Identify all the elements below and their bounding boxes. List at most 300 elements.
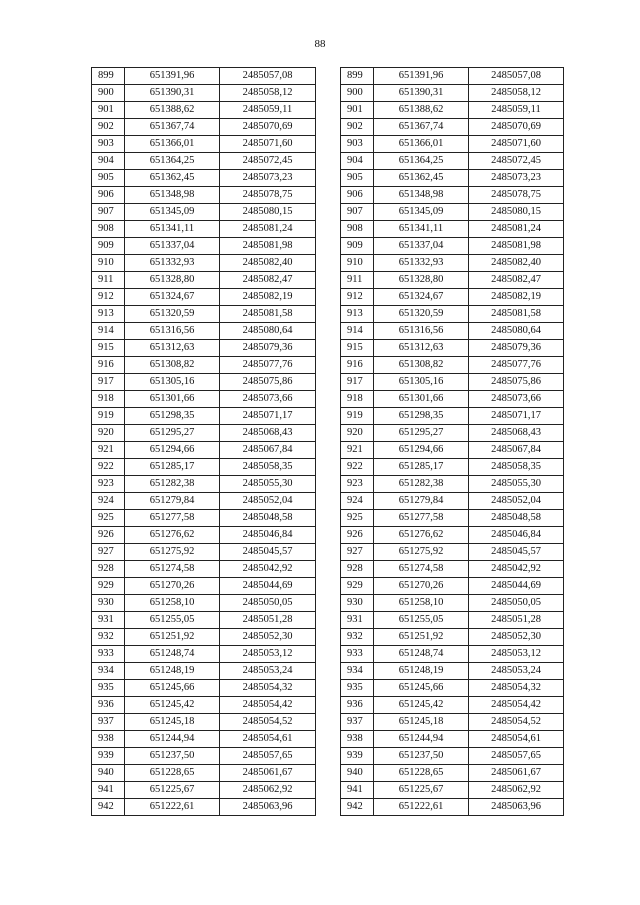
x-coordinate-cell: 651244,94 [374,731,469,748]
x-coordinate-cell: 651279,84 [374,493,469,510]
x-coordinate-cell: 651390,31 [374,85,469,102]
point-number-cell: 912 [341,289,374,306]
x-coordinate-cell: 651294,66 [125,442,220,459]
y-coordinate-cell: 2485044,69 [220,578,316,595]
y-coordinate-cell: 2485081,24 [220,221,316,238]
point-number-cell: 902 [341,119,374,136]
table-row [341,357,564,374]
x-coordinate-cell: 651245,66 [125,680,220,697]
table-row [92,595,316,612]
y-coordinate-cell: 2485070,69 [469,119,564,136]
point-number-cell: 906 [92,187,125,204]
table-row [92,204,316,221]
table-row [92,119,316,136]
table-row [341,544,564,561]
x-coordinate-cell: 651255,05 [374,612,469,629]
y-coordinate-cell: 2485058,35 [220,459,316,476]
point-number-cell: 920 [341,425,374,442]
y-coordinate-cell: 2485079,36 [220,340,316,357]
table-row [341,255,564,272]
x-coordinate-cell: 651285,17 [374,459,469,476]
x-coordinate-cell: 651308,82 [125,357,220,374]
x-coordinate-cell: 651282,38 [125,476,220,493]
x-coordinate-cell: 651245,66 [374,680,469,697]
point-number-cell: 937 [341,714,374,731]
table-row [92,170,316,187]
y-coordinate-cell: 2485080,15 [220,204,316,221]
x-coordinate-cell: 651245,42 [374,697,469,714]
y-coordinate-cell: 2485054,42 [220,697,316,714]
x-coordinate-cell: 651228,65 [374,765,469,782]
point-number-cell: 908 [341,221,374,238]
point-number-cell: 910 [341,255,374,272]
point-number-cell: 929 [92,578,125,595]
point-number-cell: 901 [92,102,125,119]
y-coordinate-cell: 2485053,12 [220,646,316,663]
table-row [92,765,316,782]
table-row [92,357,316,374]
point-number-cell: 921 [341,442,374,459]
y-coordinate-cell: 2485081,58 [220,306,316,323]
x-coordinate-cell: 651245,42 [125,697,220,714]
table-row [92,527,316,544]
table-row [92,544,316,561]
x-coordinate-cell: 651367,74 [374,119,469,136]
table-row [92,391,316,408]
table-row [341,714,564,731]
point-number-cell: 912 [92,289,125,306]
point-number-cell: 899 [92,68,125,85]
point-number-cell: 933 [341,646,374,663]
y-coordinate-cell: 2485057,65 [220,748,316,765]
point-number-cell: 902 [92,119,125,136]
table-row [341,612,564,629]
x-coordinate-cell: 651225,67 [125,782,220,799]
point-number-cell: 934 [92,663,125,680]
point-number-cell: 905 [92,170,125,187]
x-coordinate-cell: 651248,74 [374,646,469,663]
x-coordinate-cell: 651364,25 [374,153,469,170]
table-row [341,340,564,357]
y-coordinate-cell: 2485071,17 [220,408,316,425]
point-number-cell: 917 [92,374,125,391]
y-coordinate-cell: 2485068,43 [220,425,316,442]
table-row [341,799,564,816]
point-number-cell: 903 [92,136,125,153]
x-coordinate-cell: 651222,61 [125,799,220,816]
point-number-cell: 931 [341,612,374,629]
x-coordinate-cell: 651298,35 [374,408,469,425]
point-number-cell: 926 [92,527,125,544]
x-coordinate-cell: 651337,04 [374,238,469,255]
point-number-cell: 905 [341,170,374,187]
point-number-cell: 938 [341,731,374,748]
point-number-cell: 916 [341,357,374,374]
y-coordinate-cell: 2485081,58 [469,306,564,323]
y-coordinate-cell: 2485059,11 [469,102,564,119]
x-coordinate-cell: 651274,58 [125,561,220,578]
x-coordinate-cell: 651301,66 [125,391,220,408]
table-row [341,527,564,544]
table-row [341,289,564,306]
y-coordinate-cell: 2485082,19 [469,289,564,306]
point-number-cell: 933 [92,646,125,663]
point-number-cell: 931 [92,612,125,629]
table-row [341,629,564,646]
y-coordinate-cell: 2485052,04 [220,493,316,510]
point-number-cell: 922 [92,459,125,476]
y-coordinate-cell: 2485054,52 [469,714,564,731]
x-coordinate-cell: 651391,96 [125,68,220,85]
point-number-cell: 899 [341,68,374,85]
point-number-cell: 927 [341,544,374,561]
x-coordinate-cell: 651301,66 [374,391,469,408]
point-number-cell: 909 [341,238,374,255]
point-number-cell: 907 [92,204,125,221]
table-row [341,595,564,612]
x-coordinate-cell: 651248,19 [125,663,220,680]
x-coordinate-cell: 651237,50 [125,748,220,765]
table-row [341,272,564,289]
x-coordinate-cell: 651348,98 [125,187,220,204]
y-coordinate-cell: 2485068,43 [469,425,564,442]
point-number-cell: 918 [92,391,125,408]
x-coordinate-cell: 651277,58 [125,510,220,527]
point-number-cell: 934 [341,663,374,680]
point-number-cell: 913 [92,306,125,323]
table-row [341,442,564,459]
x-coordinate-cell: 651305,16 [125,374,220,391]
y-coordinate-cell: 2485050,05 [220,595,316,612]
y-coordinate-cell: 2485057,08 [220,68,316,85]
x-coordinate-cell: 651362,45 [125,170,220,187]
table-row [92,510,316,527]
point-number-cell: 919 [92,408,125,425]
x-coordinate-cell: 651366,01 [125,136,220,153]
y-coordinate-cell: 2485072,45 [220,153,316,170]
table-row [341,221,564,238]
point-number-cell: 901 [341,102,374,119]
point-number-cell: 939 [92,748,125,765]
y-coordinate-cell: 2485046,84 [220,527,316,544]
x-coordinate-cell: 651320,59 [125,306,220,323]
table-row [92,85,316,102]
table-row [92,663,316,680]
table-row [92,731,316,748]
table-row [92,102,316,119]
y-coordinate-cell: 2485048,58 [469,510,564,527]
x-coordinate-cell: 651270,26 [125,578,220,595]
table-row [92,153,316,170]
point-number-cell: 920 [92,425,125,442]
y-coordinate-cell: 2485082,40 [220,255,316,272]
x-coordinate-cell: 651316,56 [374,323,469,340]
x-coordinate-cell: 651294,66 [374,442,469,459]
point-number-cell: 940 [341,765,374,782]
y-coordinate-cell: 2485081,24 [469,221,564,238]
x-coordinate-cell: 651274,58 [374,561,469,578]
table-row [341,697,564,714]
table-row [92,272,316,289]
point-number-cell: 900 [341,85,374,102]
point-number-cell: 942 [341,799,374,816]
point-number-cell: 900 [92,85,125,102]
x-coordinate-cell: 651316,56 [125,323,220,340]
y-coordinate-cell: 2485081,98 [220,238,316,255]
point-number-cell: 937 [92,714,125,731]
point-number-cell: 913 [341,306,374,323]
point-number-cell: 924 [341,493,374,510]
y-coordinate-cell: 2485051,28 [469,612,564,629]
y-coordinate-cell: 2485054,32 [469,680,564,697]
table-row [92,748,316,765]
table-row [341,323,564,340]
table-row [341,391,564,408]
point-number-cell: 921 [92,442,125,459]
x-coordinate-cell: 651391,96 [374,68,469,85]
table-row [341,663,564,680]
y-coordinate-cell: 2485071,60 [469,136,564,153]
y-coordinate-cell: 2485079,36 [469,340,564,357]
y-coordinate-cell: 2485080,64 [469,323,564,340]
table-row [92,799,316,816]
table-row [341,374,564,391]
x-coordinate-cell: 651332,93 [374,255,469,272]
y-coordinate-cell: 2485081,98 [469,238,564,255]
point-number-cell: 927 [92,544,125,561]
y-coordinate-cell: 2485082,19 [220,289,316,306]
y-coordinate-cell: 2485046,84 [469,527,564,544]
y-coordinate-cell: 2485057,65 [469,748,564,765]
table-row [341,646,564,663]
y-coordinate-cell: 2485070,69 [220,119,316,136]
table-row [341,408,564,425]
table-row [92,238,316,255]
y-coordinate-cell: 2485080,64 [220,323,316,340]
coordinates-table-left [91,67,316,816]
table-row [341,204,564,221]
table-row [341,459,564,476]
table-row [341,187,564,204]
table-row [341,680,564,697]
y-coordinate-cell: 2485053,12 [469,646,564,663]
x-coordinate-cell: 651312,63 [125,340,220,357]
y-coordinate-cell: 2485073,66 [469,391,564,408]
y-coordinate-cell: 2485062,92 [220,782,316,799]
y-coordinate-cell: 2485080,15 [469,204,564,221]
y-coordinate-cell: 2485053,24 [220,663,316,680]
y-coordinate-cell: 2485077,76 [220,357,316,374]
x-coordinate-cell: 651341,11 [374,221,469,238]
point-number-cell: 915 [92,340,125,357]
point-number-cell: 924 [92,493,125,510]
y-coordinate-cell: 2485045,57 [220,544,316,561]
x-coordinate-cell: 651251,92 [374,629,469,646]
x-coordinate-cell: 651270,26 [374,578,469,595]
point-number-cell: 928 [341,561,374,578]
y-coordinate-cell: 2485054,61 [220,731,316,748]
coordinates-table-right [340,67,564,816]
point-number-cell: 908 [92,221,125,238]
y-coordinate-cell: 2485052,30 [220,629,316,646]
table-row [92,629,316,646]
point-number-cell: 932 [341,629,374,646]
y-coordinate-cell: 2485058,35 [469,459,564,476]
x-coordinate-cell: 651328,80 [125,272,220,289]
point-number-cell: 914 [341,323,374,340]
x-coordinate-cell: 651275,92 [374,544,469,561]
point-number-cell: 910 [92,255,125,272]
table-row [92,306,316,323]
y-coordinate-cell: 2485082,47 [220,272,316,289]
point-number-cell: 925 [92,510,125,527]
table-row [341,170,564,187]
x-coordinate-cell: 651248,19 [374,663,469,680]
point-number-cell: 941 [92,782,125,799]
y-coordinate-cell: 2485055,30 [469,476,564,493]
table-row [92,782,316,799]
point-number-cell: 915 [341,340,374,357]
x-coordinate-cell: 651295,27 [125,425,220,442]
x-coordinate-cell: 651276,62 [125,527,220,544]
y-coordinate-cell: 2485067,84 [220,442,316,459]
x-coordinate-cell: 651332,93 [125,255,220,272]
table-row [92,459,316,476]
table-row [341,238,564,255]
point-number-cell: 911 [341,272,374,289]
x-coordinate-cell: 651275,92 [125,544,220,561]
point-number-cell: 917 [341,374,374,391]
x-coordinate-cell: 651366,01 [374,136,469,153]
y-coordinate-cell: 2485077,76 [469,357,564,374]
table-row [341,765,564,782]
x-coordinate-cell: 651228,65 [125,765,220,782]
table-row [92,612,316,629]
y-coordinate-cell: 2485042,92 [220,561,316,578]
y-coordinate-cell: 2485072,45 [469,153,564,170]
table-row [92,187,316,204]
point-number-cell: 941 [341,782,374,799]
y-coordinate-cell: 2485042,92 [469,561,564,578]
y-coordinate-cell: 2485073,23 [220,170,316,187]
point-number-cell: 916 [92,357,125,374]
x-coordinate-cell: 651348,98 [374,187,469,204]
point-number-cell: 940 [92,765,125,782]
y-coordinate-cell: 2485054,42 [469,697,564,714]
x-coordinate-cell: 651276,62 [374,527,469,544]
point-number-cell: 926 [341,527,374,544]
point-number-cell: 936 [92,697,125,714]
y-coordinate-cell: 2485050,05 [469,595,564,612]
x-coordinate-cell: 651324,67 [125,289,220,306]
table-row [341,153,564,170]
x-coordinate-cell: 651248,74 [125,646,220,663]
x-coordinate-cell: 651244,94 [125,731,220,748]
point-number-cell: 938 [92,731,125,748]
y-coordinate-cell: 2485071,17 [469,408,564,425]
table-row [92,646,316,663]
x-coordinate-cell: 651362,45 [374,170,469,187]
point-number-cell: 932 [92,629,125,646]
x-coordinate-cell: 651222,61 [374,799,469,816]
table-row [92,255,316,272]
table-row [341,782,564,799]
page-number: 88 [314,38,326,50]
x-coordinate-cell: 651337,04 [125,238,220,255]
y-coordinate-cell: 2485054,52 [220,714,316,731]
table-row [341,748,564,765]
x-coordinate-cell: 651285,17 [125,459,220,476]
x-coordinate-cell: 651367,74 [125,119,220,136]
x-coordinate-cell: 651341,11 [125,221,220,238]
x-coordinate-cell: 651328,80 [374,272,469,289]
x-coordinate-cell: 651320,59 [374,306,469,323]
y-coordinate-cell: 2485048,58 [220,510,316,527]
point-number-cell: 911 [92,272,125,289]
y-coordinate-cell: 2485057,08 [469,68,564,85]
point-number-cell: 930 [341,595,374,612]
point-number-cell: 930 [92,595,125,612]
y-coordinate-cell: 2485073,66 [220,391,316,408]
x-coordinate-cell: 651364,25 [125,153,220,170]
point-number-cell: 903 [341,136,374,153]
x-coordinate-cell: 651237,50 [374,748,469,765]
table-row [92,493,316,510]
point-number-cell: 914 [92,323,125,340]
y-coordinate-cell: 2485044,69 [469,578,564,595]
table-row [92,578,316,595]
y-coordinate-cell: 2485073,23 [469,170,564,187]
y-coordinate-cell: 2485054,32 [220,680,316,697]
y-coordinate-cell: 2485075,86 [469,374,564,391]
y-coordinate-cell: 2485052,04 [469,493,564,510]
y-coordinate-cell: 2485054,61 [469,731,564,748]
y-coordinate-cell: 2485063,96 [469,799,564,816]
x-coordinate-cell: 651258,10 [125,595,220,612]
y-coordinate-cell: 2485061,67 [469,765,564,782]
point-number-cell: 929 [341,578,374,595]
point-number-cell: 907 [341,204,374,221]
y-coordinate-cell: 2485053,24 [469,663,564,680]
table-row [92,323,316,340]
table-row [92,408,316,425]
y-coordinate-cell: 2485055,30 [220,476,316,493]
point-number-cell: 935 [92,680,125,697]
point-number-cell: 923 [92,476,125,493]
x-coordinate-cell: 651388,62 [374,102,469,119]
y-coordinate-cell: 2485061,67 [220,765,316,782]
y-coordinate-cell: 2485051,28 [220,612,316,629]
point-number-cell: 935 [341,680,374,697]
x-coordinate-cell: 651245,18 [374,714,469,731]
x-coordinate-cell: 651251,92 [125,629,220,646]
point-number-cell: 906 [341,187,374,204]
table-row [92,340,316,357]
point-number-cell: 904 [341,153,374,170]
y-coordinate-cell: 2485045,57 [469,544,564,561]
x-coordinate-cell: 651295,27 [374,425,469,442]
y-coordinate-cell: 2485082,47 [469,272,564,289]
x-coordinate-cell: 651308,82 [374,357,469,374]
y-coordinate-cell: 2485062,92 [469,782,564,799]
table-row [92,714,316,731]
x-coordinate-cell: 651305,16 [374,374,469,391]
table-row [92,68,316,85]
x-coordinate-cell: 651245,18 [125,714,220,731]
x-coordinate-cell: 651345,09 [374,204,469,221]
table-row [341,476,564,493]
y-coordinate-cell: 2485082,40 [469,255,564,272]
